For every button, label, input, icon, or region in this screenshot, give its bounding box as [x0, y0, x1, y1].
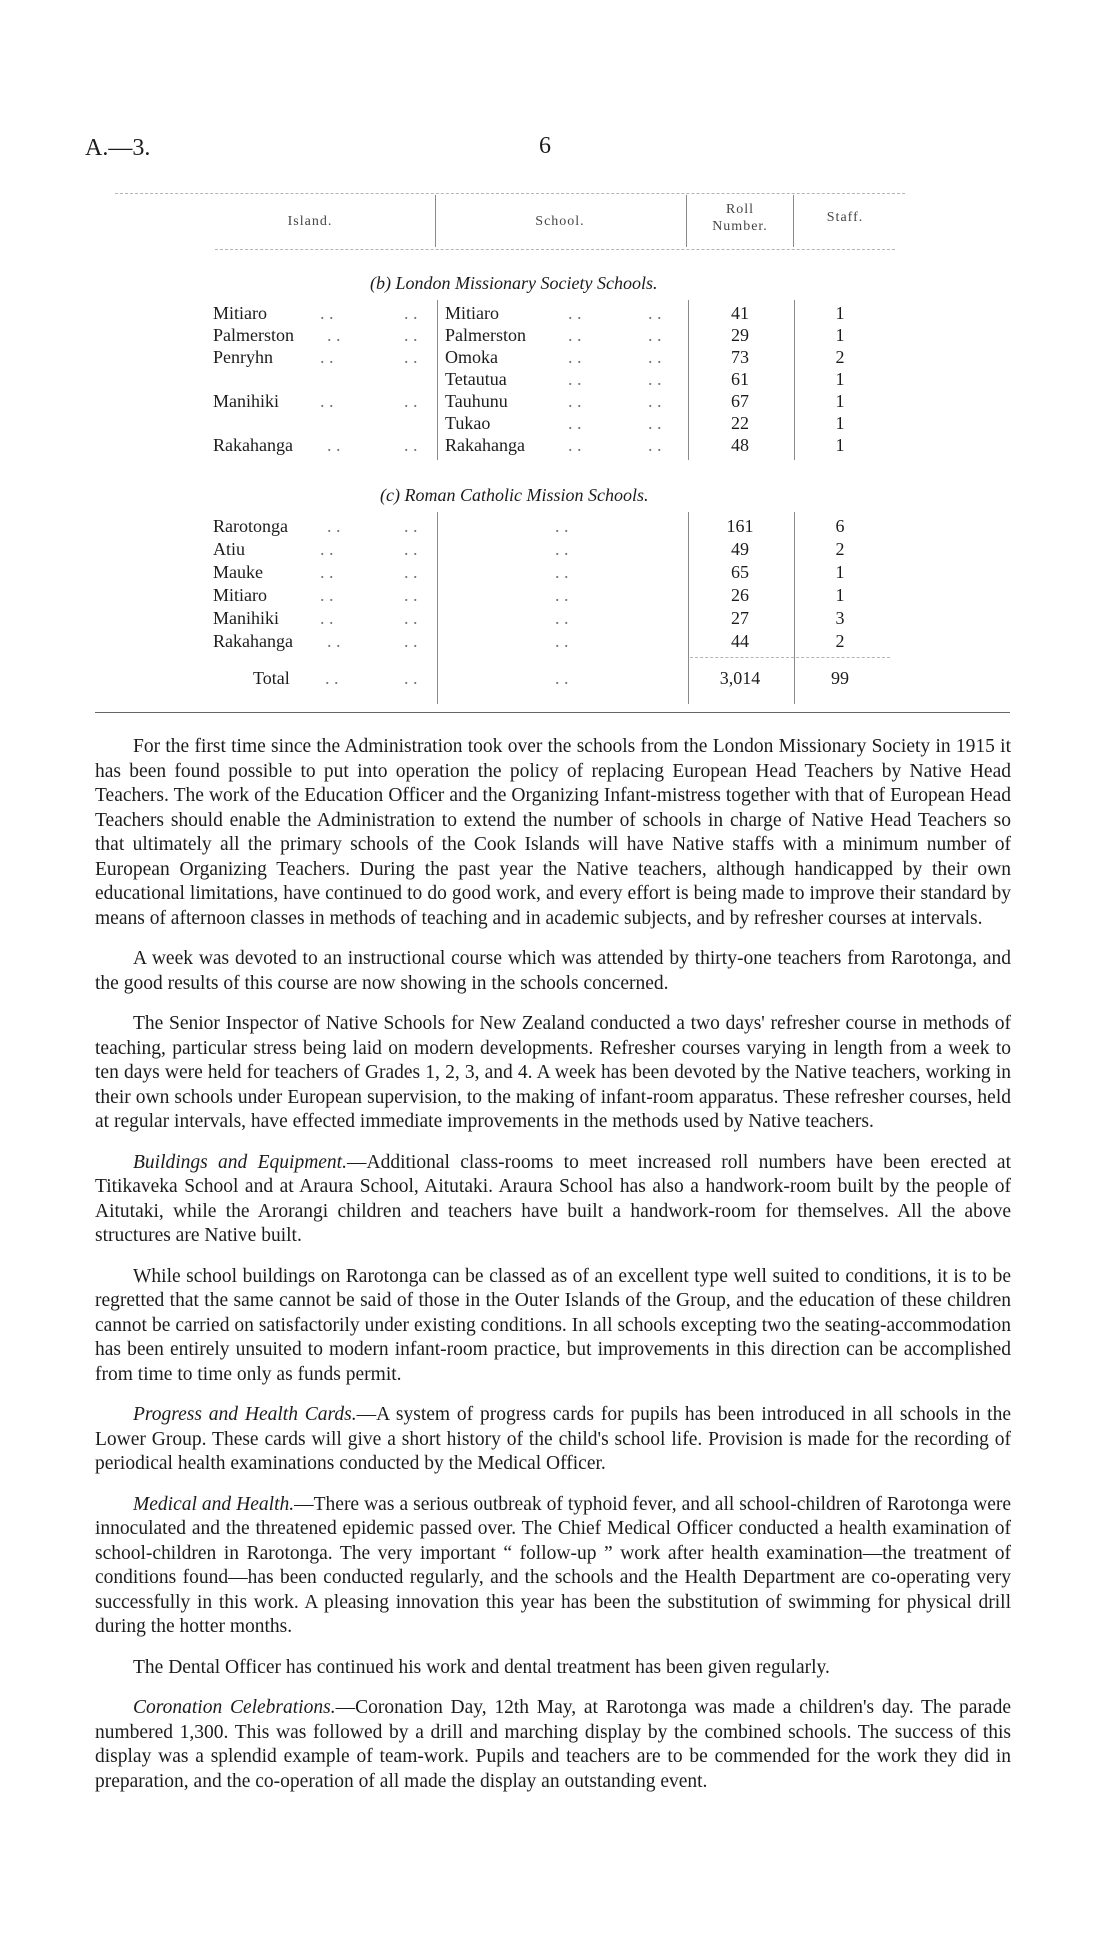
leader-dots: . . [320, 539, 334, 559]
leader-dots: . . [555, 608, 569, 628]
staff-cell: 1 [835, 435, 845, 455]
island-cell: Manihiki [213, 391, 279, 411]
leader-dots: . . [320, 391, 334, 411]
leader-dots: . . [404, 516, 418, 536]
leader-dots: . . [404, 668, 418, 688]
leader-dots: . . [568, 391, 582, 411]
leader-dots: . . [327, 435, 341, 455]
leader-dots: . . [327, 516, 341, 536]
roll-cell: 48 [731, 435, 749, 455]
table-row [0, 585, 1114, 607]
table-row [0, 369, 1114, 391]
island-cell: Mitiaro [213, 303, 267, 323]
roll-cell: 41 [731, 303, 749, 323]
leader-dots: . . [327, 631, 341, 651]
paragraph-progress-cards [95, 1403, 1011, 1477]
leader-dots: . . [320, 608, 334, 628]
roll-cell: 29 [731, 325, 749, 345]
leader-dots: . . [404, 435, 418, 455]
leader-dots: . . [555, 539, 569, 559]
school-cell: Rakahanga [445, 435, 525, 455]
leader-dots: . . [648, 303, 662, 323]
total-rule [690, 657, 890, 658]
staff-cell: 6 [835, 516, 845, 536]
section-title-lms: (b) London Missionary Society Schools. [370, 273, 658, 293]
paragraph-buildings [95, 1151, 1011, 1249]
staff-cell: 2 [835, 631, 845, 651]
leader-dots: . . [404, 608, 418, 628]
table-row [0, 608, 1114, 630]
table-row [0, 325, 1114, 347]
paragraph-dental: The Dental Officer has continued his work and dental treatment has been given regularly. [133, 1656, 830, 1678]
island-cell: Mauke [213, 562, 263, 582]
paragraph-heading: Coronation Celebrations. [133, 1697, 336, 1718]
table-header-rule [215, 249, 895, 250]
leader-dots: . . [555, 585, 569, 605]
staff-cell: 2 [835, 347, 845, 367]
document-reference: A.—3. [85, 135, 151, 161]
leader-dots: . . [648, 435, 662, 455]
roll-cell: 44 [731, 631, 749, 651]
staff-cell: 3 [835, 608, 845, 628]
staff-cell: 1 [835, 325, 845, 345]
table-row [0, 516, 1114, 538]
roll-cell: 67 [731, 391, 749, 411]
roll-cell: 73 [731, 347, 749, 367]
island-cell: Rarotonga [213, 516, 288, 536]
header-roll-line1: Roll [725, 202, 755, 217]
header-staff: Staff. [826, 210, 864, 225]
table-top-rule [115, 193, 905, 194]
column-divider [686, 195, 687, 247]
paragraph-coronation [95, 1696, 1011, 1794]
staff-cell: 1 [835, 391, 845, 411]
paragraph-heading: Progress and Health Cards. [133, 1404, 357, 1425]
paragraph-body: —A system of progress cards for pupils has been introduced in all schools in the Lower Group. These cards will give a short history of the child's school life. Provision is made for the recording of periodical health examinations conducted by the Medical Officer. [95, 1404, 1011, 1474]
leader-dots: . . [320, 347, 334, 367]
school-cell: Palmerston [445, 325, 526, 345]
table-row [0, 435, 1114, 457]
island-cell: Manihiki [213, 608, 279, 628]
total-staff: 99 [831, 668, 849, 688]
staff-cell: 1 [835, 562, 845, 582]
paragraph-heading: Buildings and Equipment. [133, 1151, 347, 1173]
column-divider [793, 195, 794, 247]
paragraph-administration: For the first time since the Administration took over the schools from the London Missionary Society in 1915 it has been found possible to put into operation the policy of replacing European Head Teachers by Native Head Teachers. The work of the Education Officer and the Organizing Infant-mistress together with that of European Head Teachers should enable the Administration to extend the number of schools in charge of Native Head Teachers so that ultimately all the primary schools of the Cook Islands will have Native staffs with a minimum number of European Organizing Teachers. During the past year the Native teachers, although handicapped by their own educational limitations, have continued to do good work, and every effort is being made to improve their standard by means of afternoon classes in methods of teaching and in academic subjects, and by refresher courses at intervals. [95, 736, 1011, 929]
header-island: Island. [287, 214, 333, 229]
island-cell: Rakahanga [213, 435, 293, 455]
island-cell: Palmerston [213, 325, 294, 345]
leader-dots: . . [555, 516, 569, 536]
paragraph-instructional-course: A week was devoted to an instructional course which was attended by thirty-one teachers from Rarotonga, and the good results of this course are now showing in the schools concerned. [95, 948, 1011, 994]
leader-dots: . . [404, 539, 418, 559]
leader-dots: . . [404, 303, 418, 323]
leader-dots: . . [320, 303, 334, 323]
leader-dots: . . [568, 413, 582, 433]
leader-dots: . . [568, 435, 582, 455]
island-cell: Rakahanga [213, 631, 293, 651]
leader-dots: . . [568, 369, 582, 389]
roll-cell: 49 [731, 539, 749, 559]
leader-dots: . . [648, 413, 662, 433]
leader-dots: . . [568, 347, 582, 367]
table-row [0, 391, 1114, 413]
leader-dots: . . [568, 325, 582, 345]
header-roll-line2: Number. [712, 219, 768, 234]
school-cell: Tetautua [445, 369, 507, 389]
leader-dots: . . [325, 668, 339, 688]
table-bottom-rule [95, 712, 1010, 713]
staff-cell: 1 [835, 413, 845, 433]
paragraph-body: —Coronation Day, 12th May, at Rarotonga was made a children's day. The parade numbered 1,300. This was followed by a drill and marching display by the combined schools. The success of this display was a splendid example of team-work. Pupils and teachers are to be commended for the work they did in preparation, and the co-operation of all made the display an outstanding event. [95, 1697, 1011, 1792]
table-row [0, 631, 1114, 653]
page-number: 6 [539, 133, 551, 159]
leader-dots: . . [648, 369, 662, 389]
roll-cell: 161 [726, 516, 754, 536]
leader-dots: . . [555, 631, 569, 651]
leader-dots: . . [404, 347, 418, 367]
leader-dots: . . [648, 347, 662, 367]
staff-cell: 1 [835, 303, 845, 323]
paragraph-medical [95, 1493, 1011, 1640]
header-school: School. [535, 214, 585, 229]
column-divider [435, 195, 436, 247]
leader-dots: . . [555, 668, 569, 688]
section-title-catholic: (c) Roman Catholic Mission Schools. [380, 485, 649, 505]
island-cell: Penryhn [213, 347, 273, 367]
paragraph-refresher-courses: The Senior Inspector of Native Schools for New Zealand conducted a two days' refresher course in methods of teaching, particular stress being laid on modern developments. Refresher courses varying in length from a week to ten days were held for teachers of Grades 1, 2, 3, and 4. A week has been devoted by the Native teachers, working in their own schools under European supervision, to the making of infant-room apparatus. These refresher courses, held at regular intervals, have effected immediate improvements in the methods used by Native teachers. [95, 1013, 1011, 1132]
leader-dots: . . [404, 631, 418, 651]
table-row [0, 413, 1114, 435]
paragraph-body: —Additional class-rooms to meet increased roll numbers have been erected at Titikaveka School and at Araura School, Aitutaki. Araura School has also a handwork-room built by the people of Aitutaki, while the Arorangi children and teachers have built a handwork-room for themselves. All the above structures are Native built. [95, 1151, 1011, 1246]
leader-dots: . . [320, 585, 334, 605]
roll-cell: 22 [731, 413, 749, 433]
leader-dots: . . [404, 325, 418, 345]
staff-cell: 1 [835, 585, 845, 605]
school-cell: Tauhunu [445, 391, 508, 411]
total-row [0, 668, 1114, 690]
leader-dots: . . [404, 562, 418, 582]
island-cell: Mitiaro [213, 585, 267, 605]
roll-cell: 65 [731, 562, 749, 582]
school-cell: Mitiaro [445, 303, 499, 323]
leader-dots: . . [327, 325, 341, 345]
staff-cell: 1 [835, 369, 845, 389]
leader-dots: . . [648, 325, 662, 345]
leader-dots: . . [648, 391, 662, 411]
leader-dots: . . [320, 562, 334, 582]
leader-dots: . . [555, 562, 569, 582]
total-roll: 3,014 [719, 668, 761, 688]
paragraph-heading: Medical and Health. [133, 1493, 295, 1515]
leader-dots: . . [404, 585, 418, 605]
table-row [0, 303, 1114, 325]
roll-cell: 27 [731, 608, 749, 628]
leader-dots: . . [568, 303, 582, 323]
leader-dots: . . [404, 391, 418, 411]
school-cell: Omoka [445, 347, 498, 367]
table-row [0, 562, 1114, 584]
paragraph-school-buildings: While school buildings on Rarotonga can be classed as of an excellent type well suited to conditions, it is to be regretted that the same cannot be said of those in the Outer Islands of the Group, and the education of these children cannot be carried on satisfactorily under existing conditions. In all schools excepting two the seating-accommodation has been entirely unsuited to modern infant-room practice, but improvements in this direction can be accomplished from time to time only as funds permit. [95, 1265, 1011, 1385]
total-label: Total [253, 668, 290, 688]
table-row [0, 347, 1114, 369]
island-cell: Atiu [213, 539, 246, 559]
school-cell: Tukao [445, 413, 491, 433]
paragraph-body: —There was a serious outbreak of typhoid fever, and all school-children of Rarotonga were innoculated and the threatened epidemic passed over. The Chief Medical Officer conducted a health examination of school-children in Rarotonga. The very important “ follow-up ” work after health examination—the treatment of conditions found—has been conducted regularly, and the schools and the Health Department are co-operating very successfully in this work. A pleasing innovation this year has been the substitution of swimming for physical drill during the hotter months. [95, 1493, 1011, 1637]
table-row [0, 539, 1114, 561]
body-text [95, 735, 1011, 1810]
roll-cell: 26 [731, 585, 749, 605]
roll-cell: 61 [731, 369, 749, 389]
staff-cell: 2 [835, 539, 845, 559]
